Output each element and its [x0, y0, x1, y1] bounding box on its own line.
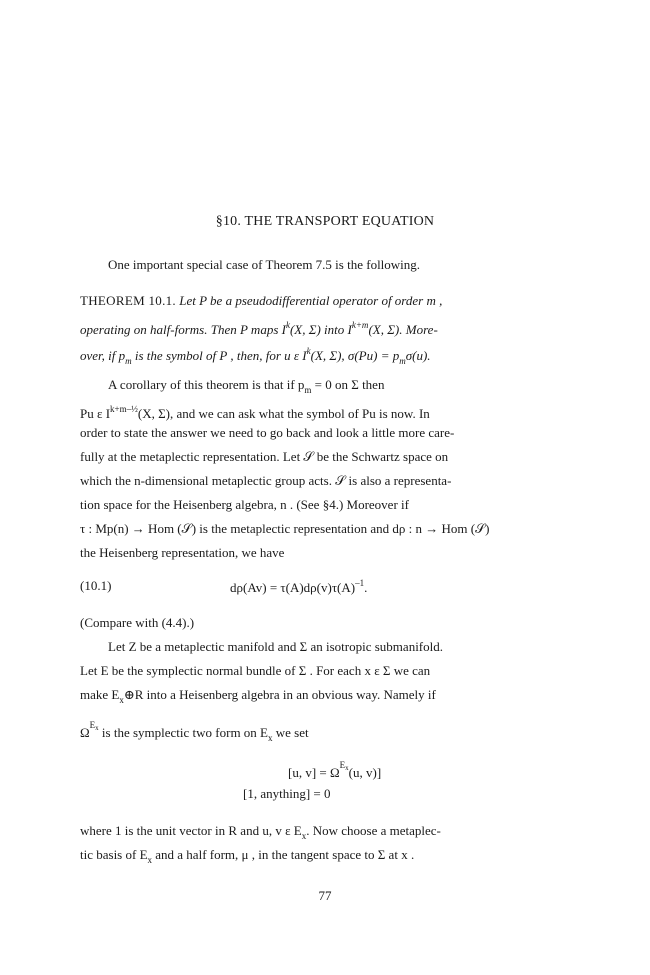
theorem-text: operating on half-forms. Then P maps I [80, 322, 286, 337]
text-span: we set [272, 725, 309, 740]
paragraph-line: the Heisenberg representation, we have [80, 545, 285, 560]
text-span: Ω [80, 725, 90, 740]
text-span: A corollary of this theorem is that if p [108, 377, 305, 392]
paragraph-line: Let Z be a metaplectic manifold and Σ an isotropic submanifold. [108, 639, 443, 654]
superscript [90, 720, 99, 730]
text-span: . Now choose a metaplec- [306, 823, 441, 838]
paragraph-line [80, 686, 580, 709]
compare-note: (Compare with (4.4).) [80, 615, 195, 630]
subscript: x [147, 855, 153, 865]
text-span: E [89, 720, 96, 730]
equation-10-1 [230, 578, 367, 596]
theorem-line-3 [80, 342, 580, 370]
paragraph-line [80, 400, 580, 423]
paragraph-line: which the n-dimensional metaplectic group acts. 𝒮 is also a representa- [80, 473, 452, 488]
superscript: k [306, 346, 311, 356]
paragraph-line: tion space for the Heisenberg algebra, n . (See §4.) Moreover if [80, 497, 409, 512]
subscript: m [125, 356, 132, 366]
subscript: m [304, 385, 312, 395]
equation-text: dρ(Av) = τ(A)dρ(v)τ(A) [230, 580, 356, 595]
theorem-line-1 [80, 292, 580, 310]
paragraph-line [80, 846, 580, 869]
equation-text: [u, v] = Ω [288, 765, 340, 780]
text-span: (X, Σ), and we can ask what the symbol of Pu is now. In [137, 406, 430, 421]
text-span: ⊕R into a Heisenberg algebra in an obvious way. Namely if [123, 687, 436, 702]
theorem-text: over, if p [80, 348, 126, 363]
bracket-definition-1 [288, 760, 381, 781]
superscript: –1 [355, 578, 365, 588]
superscript [340, 760, 349, 770]
superscript: k [285, 320, 290, 330]
text-span: Pu ε I [80, 406, 111, 421]
text-span: = 0 on Σ then [311, 377, 385, 392]
text-span: make E [80, 687, 120, 702]
paragraph-line: Let E be the symplectic normal bundle of Σ . For each x ε Σ we can [80, 663, 431, 678]
theorem-text: is the symbol of P , then, for u ε I [131, 348, 307, 363]
paragraph-line [108, 376, 580, 399]
paragraph-line [80, 716, 580, 747]
subscript: x [95, 724, 99, 732]
subscript: x [268, 733, 273, 743]
page-number: 77 [318, 888, 332, 903]
theorem-label: THEOREM 10.1. [80, 293, 176, 308]
bracket-definition-2: [1, anything] = 0 [243, 786, 331, 801]
paragraph-line: fully at the metaplectic representation. Let 𝒮 be the Schwartz space on [80, 449, 449, 464]
equation-number: (10.1) [80, 578, 112, 593]
equation-text: (u, v)] [348, 765, 382, 780]
theorem-text: σ(u). [405, 348, 431, 363]
subscript: x [119, 695, 124, 705]
paragraph-line: τ : Mp(n) → Hom (𝒮) is the metaplectic representation and dρ : n → Hom (𝒮) [80, 521, 490, 536]
text-span: and a half form, μ , in the tangent space to Σ at x . [152, 847, 415, 862]
text-span: is the symplectic two form on E [98, 725, 269, 740]
superscript: k+m–½ [110, 404, 138, 414]
text-span: tic basis of E [80, 847, 148, 862]
theorem-text: (X, Σ), σ(Pu) = p [310, 348, 400, 363]
intro-text: One important special case of Theorem 7.5 is the following. [108, 257, 421, 272]
subscript: m [399, 356, 406, 366]
text-span: E [339, 760, 346, 770]
paragraph-line: order to state the answer we need to go back and look a little more care- [80, 425, 455, 440]
text-span: where 1 is the unit vector in R and u, v ε E [80, 823, 302, 838]
theorem-line-2 [80, 316, 580, 339]
section-heading: §10. THE TRANSPORT EQUATION [215, 214, 435, 229]
paragraph-line [80, 822, 580, 845]
theorem-text: (X, Σ) into I [289, 322, 352, 337]
theorem-text: Let P be a pseudodifferential operator of order m , [179, 293, 443, 308]
subscript: x [301, 831, 307, 841]
theorem-text: (X, Σ). More- [368, 322, 438, 337]
equation-text: . [364, 580, 368, 595]
subscript: x [345, 764, 349, 772]
superscript: k+m [351, 320, 369, 330]
